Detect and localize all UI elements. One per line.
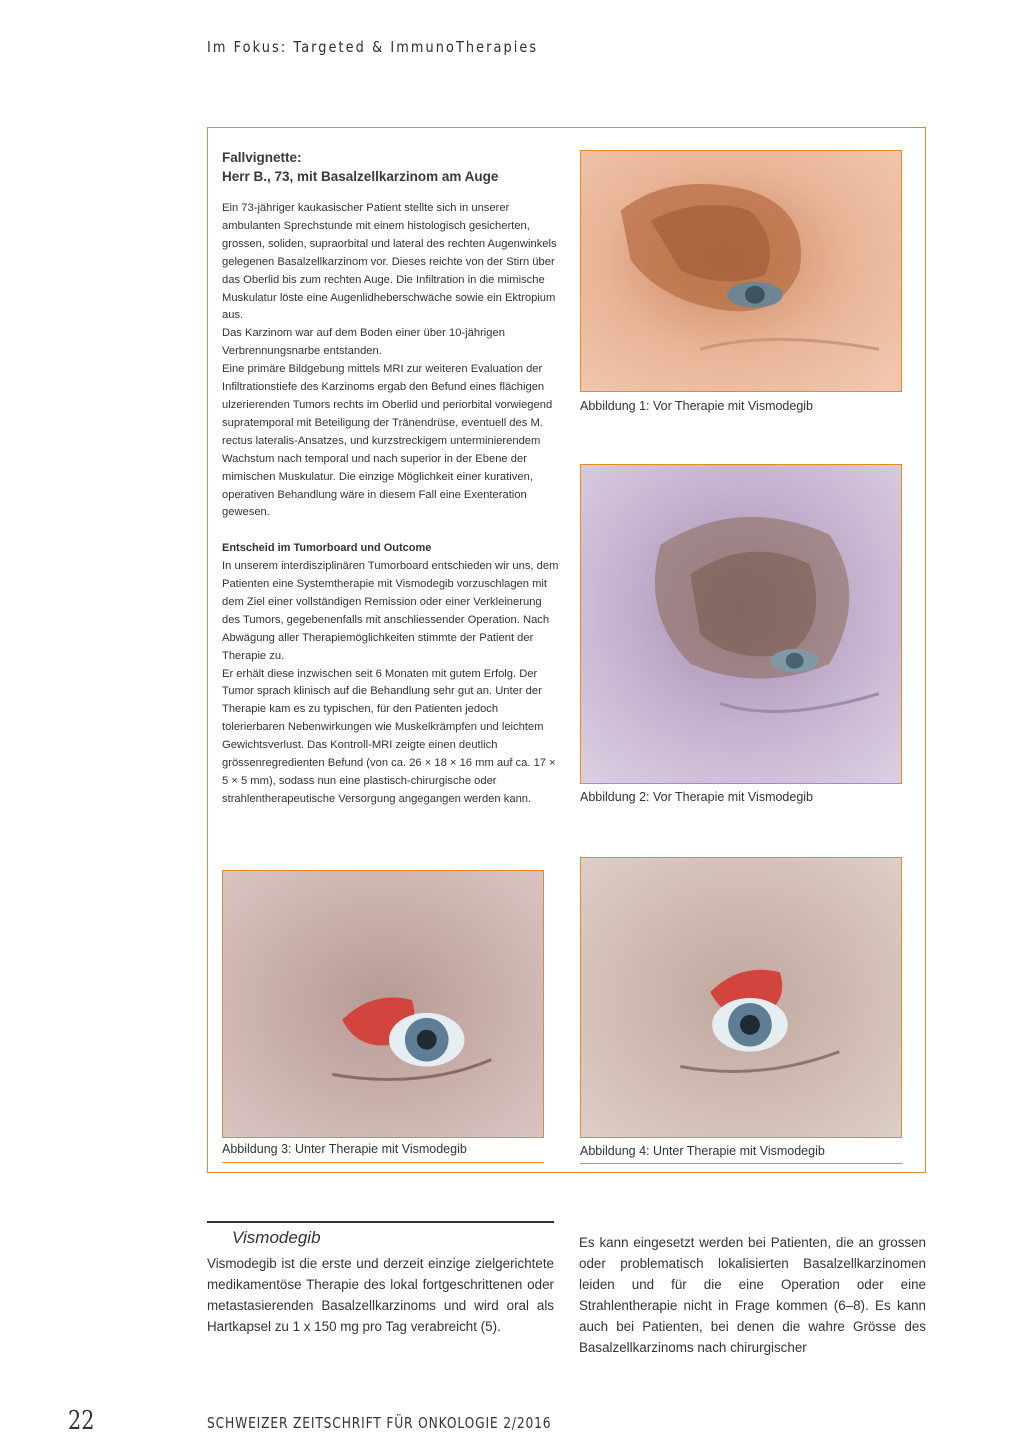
case-title-line2: Herr B., 73, mit Basalzellkarzinom am Auge [222, 169, 499, 184]
page-number: 22 [68, 1406, 95, 1436]
case-paragraph: Er erhält diese inzwischen seit 6 Monaten mit gutem Erfolg. Der Tumor sprach klinisch auf die Behandlung sehr gut an. Unter der Therapie kam es zu typischen, für den Patienten jedoch tolerierbaren Nebenwirkungen wie Muskelkrämpfen und leichtem Gewichtsverlust. Das Kontroll-MRI zeigte einen deutlich grössenregredienten Befund (von ca. 26 × 18 × 16 mm auf ca. 17 × 5 × 5 mm), sodass nun eine plastisch-chirurgische oder strahlentherapeutische Versorgung angegangen werden kann. [222, 667, 556, 805]
case-text [222, 200, 562, 809]
figure-1-caption: Abbildung 1: Vor Therapie mit Vismodegib [580, 399, 814, 413]
column-left [207, 1253, 554, 1337]
section-rule [207, 1221, 554, 1223]
figure-4-caption: Abbildung 4: Unter Therapie mit Vismodegib [580, 1144, 825, 1158]
column-right [579, 1232, 926, 1358]
body-paragraph: Vismodegib ist die erste und derzeit einzige zielgerichtete medikamentöse Therapie des lokal fortgeschrittenen oder metastasierenden Basalzellkarzinoms und wird oral als Hartkapsel zu 1 x 150 mg pro Tag verabreicht (5). [207, 1256, 554, 1334]
figure-3-caption: Abbildung 3: Unter Therapie mit Vismodegib [222, 1142, 467, 1156]
case-paragraph: Das Karzinom war auf dem Boden einer über 10-jährigen Verbrennungsnarbe entstanden. [222, 327, 505, 358]
running-head: Im Fokus: Targeted & ImmunoTherapies [207, 38, 539, 56]
case-paragraph: Ein 73-jähriger kaukasischer Patient stellte sich in unserer ambulanten Sprechstunde mit einem histologisch gesicherten, grossen, soliden, supraorbital und lateral des rechten Augenwinkels gelegenen Basalzellkarzinom vor. Dieses reichte von der Stirn über das Oberlid bis zum rechten Auge. Die Infiltration in die mimische Muskulatur löste eine Augenlidheberschwäche sowie ein Ektropium aus. [222, 202, 557, 322]
figure-4-image [580, 857, 902, 1138]
figure-1-image [580, 150, 902, 392]
figure-3-image [222, 870, 544, 1138]
body-paragraph: Es kann eingesetzt werden bei Patienten, die an grossen oder problematisch lokalisierten Basalzellkarzinomen leiden und für die eine Operation oder eine Strahlentherapie nicht in Frage kommen (6–8). Es kann auch bei Patienten, bei denen die wahre Grösse des Basalzellkarzinoms nach chirurgischer [579, 1235, 926, 1355]
case-title [222, 148, 567, 186]
figure-2-caption: Abbildung 2: Vor Therapie mit Vismodegib [580, 790, 814, 804]
section-heading: Vismodegib [232, 1228, 321, 1247]
case-subheading: Entscheid im Tumorboard und Outcome [222, 542, 432, 555]
journal-footer: SCHWEIZER ZEITSCHRIFT FÜR ONKOLOGIE 2/2016 [207, 1414, 552, 1432]
caption-rule [580, 1163, 902, 1164]
figure-2-image [580, 464, 902, 784]
caption-rule [222, 1162, 544, 1163]
case-paragraph: Eine primäre Bildgebung mittels MRI zur weiteren Evaluation der Infiltrationstiefe des Karzinoms ergab den Befund eines flächigen ulzerierenden Tumors rechts im Oberlid und periorbital vorwiegend supratemporal mit Beteiligung der Tränendrüse, eventuell des M. rectus lateralis-Ansatzes, und kurzstreckigem unterminierendem Wachstum nach temporal und nach superior in der Ebene der mimischen Muskulatur. Die einzige Möglichkeit einer kurativen, operativen Behandlung wäre in diesem Fall eine Exenteration gewesen. [222, 363, 553, 519]
case-paragraph: In unserem interdisziplinären Tumorboard entschieden wir uns, dem Patienten eine Systemtherapie mit Vismodegib vorzuschlagen mit dem Ziel einer vollständigen Remission oder einer Verkleinerung des Tumors, gegebenenfalls mit anschliessender Operation. Nach Abwägung aller Therapiemöglichkeiten stimmte der Patient der Therapie zu. [222, 560, 559, 662]
case-title-line1: Fallvignette: [222, 150, 302, 165]
